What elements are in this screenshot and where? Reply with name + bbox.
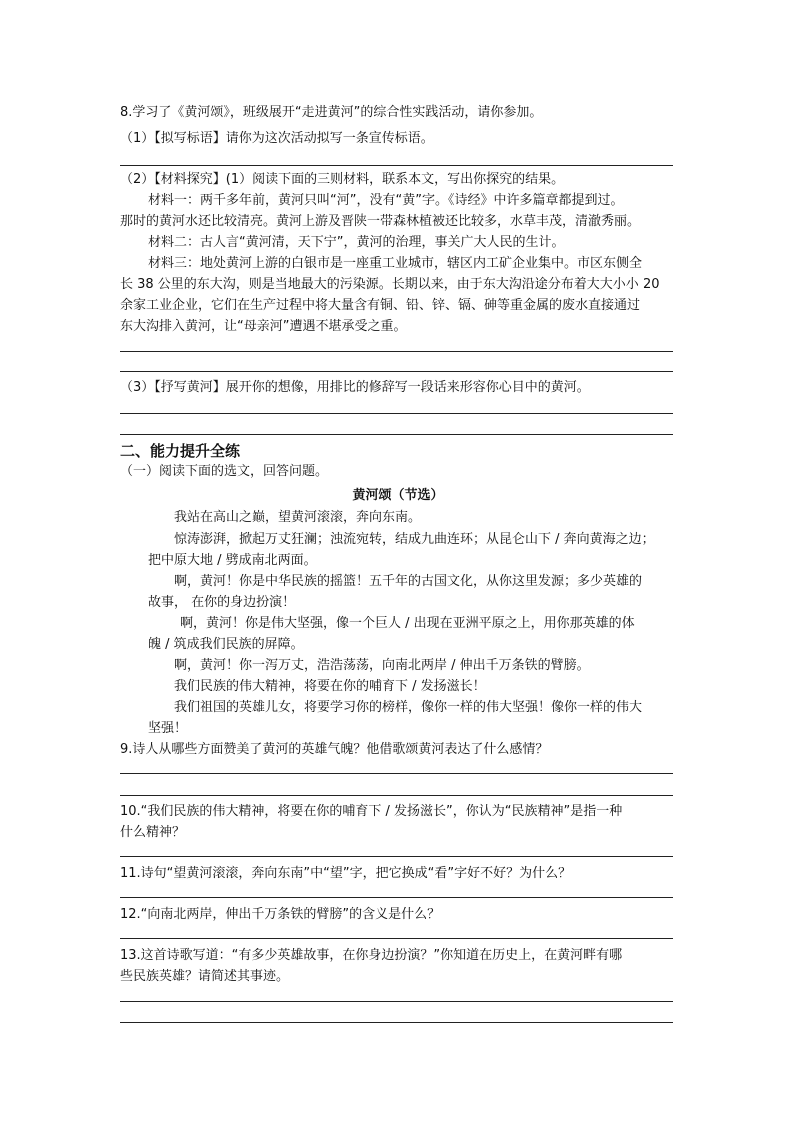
question-13-line-1: 13.这首诗歌写道：“有多少英雄故事，在你身边扮演？”你知道在历史上，在黄河畔有哪 xyxy=(120,948,623,963)
material-3-line-3: 余家工业企业，它们在生产过程中将大量含有铜、铅、锌、镉、砷等重金属的废水直接通过 xyxy=(120,298,641,313)
section-subheading: （一）阅读下面的选文，回答问题。 xyxy=(120,464,329,479)
answer-line xyxy=(120,856,673,857)
q8-intro: 8.学习了《黄河颂》，班级展开“走进黄河”的综合性实践活动，请你参加。 xyxy=(120,105,543,120)
q8-part1: （1）【拟写标语】请你为这次活动拟写一条宣传标语。 xyxy=(120,131,434,146)
question-10-line-1: 10.“我们民族的伟大精神，将要在你的哺育下 / 发扬滋长”，你认为“民族精神”是指一种 xyxy=(120,804,623,819)
material-3-line-1: 材料三：地处黄河上游的白银市是一座重工业城市，辖区内工矿企业集中。市区东侧全 xyxy=(148,256,643,271)
answer-line xyxy=(120,1022,673,1023)
poem-line: 惊涛澎湃，掀起万丈狂澜；浊流宛转，结成九曲连环；从昆仑山下 / 奔向黄海之边； xyxy=(174,532,655,547)
answer-line xyxy=(120,434,673,435)
q8-part3: （3）【抒写黄河】展开你的想像，用排比的修辞写一段话来形容你心目中的黄河。 xyxy=(120,380,590,395)
poem-line: 啊，黄河！你是中华民族的摇篮！五千年的古国文化，从你这里发源；多少英雄的 xyxy=(174,574,643,589)
poem-line: 我站在高山之巅，望黄河滚滚，奔向东南。 xyxy=(174,510,422,525)
q8-part2: （2）【材料探究】(1）阅读下面的三则材料，联系本文，写出你探究的结果。 xyxy=(120,172,565,187)
answer-line xyxy=(120,773,673,774)
poem-title: 黄河颂（节选） xyxy=(352,488,444,503)
answer-line xyxy=(120,351,673,352)
poem-line: 我们祖国的英雄儿女，将要学习你的榜样，像你一样的伟大坚强！像你一样的伟大 xyxy=(174,700,643,715)
material-3-line-2: 长 38 公里的东大沟，则是当地最大的污染源。长期以来，由于东大沟沿途分布着大大小小 20 xyxy=(120,277,660,292)
material-3-line-4: 东大沟排入黄河，让“母亲河”遭遇不堪承受之重。 xyxy=(120,319,407,334)
answer-line xyxy=(120,371,673,372)
answer-line xyxy=(120,413,673,414)
question-10-line-2: 什么精神？ xyxy=(120,825,186,840)
section-heading: 二、能力提升全练 xyxy=(120,442,241,460)
poem-line: 坚强！ xyxy=(148,721,188,736)
material-2: 材料二：古人言“黄河清，天下宁”，黄河的治理，事关广大人民的生计。 xyxy=(148,235,565,250)
answer-line xyxy=(120,165,673,166)
material-1-line-1: 材料一：两千多年前，黄河只叫“河”，没有“黄”字。《诗经》中许多篇章都提到过。 xyxy=(148,193,624,208)
question-9: 9.诗人从哪些方面赞美了黄河的英雄气魄？他借歌颂黄河表达了什么感情？ xyxy=(120,742,549,757)
answer-line xyxy=(120,938,673,939)
poem-line: 魄 / 筑成我们民族的屏障。 xyxy=(148,637,304,652)
answer-line xyxy=(120,795,673,796)
question-12: 12.“向南北两岸，伸出千万条铁的臂膀”的含义是什么？ xyxy=(120,907,441,922)
question-13-line-2: 些民族英雄？请简述其事迹。 xyxy=(120,969,290,984)
question-11: 11.诗句“望黄河滚滚，奔向东南”中“望”字，把它换成“看”字好不好？为什么？ xyxy=(120,866,572,881)
answer-line xyxy=(120,1001,673,1002)
poem-line: 啊，黄河！你一泻万丈，浩浩荡荡，向南北两岸 / 伸出千万条铁的臂膀。 xyxy=(174,658,590,673)
answer-line xyxy=(120,897,673,898)
poem-line: 故事， 在你的身边扮演！ xyxy=(148,595,296,610)
poem-line: 我们民族的伟大精神，将要在你的哺育下 / 发扬滋长！ xyxy=(174,679,486,694)
material-1-line-2: 那时的黄河水还比较清亮。黄河上游及晋陕一带森林植被还比较多，水草丰茂，清澈秀丽。 xyxy=(120,214,641,229)
poem-line: 把中原大地 / 劈成南北两面。 xyxy=(148,553,317,568)
poem-line: 啊，黄河！你是伟大坚强，像一个巨人 / 出现在亚洲平原之上，用你那英雄的体 xyxy=(180,616,635,631)
